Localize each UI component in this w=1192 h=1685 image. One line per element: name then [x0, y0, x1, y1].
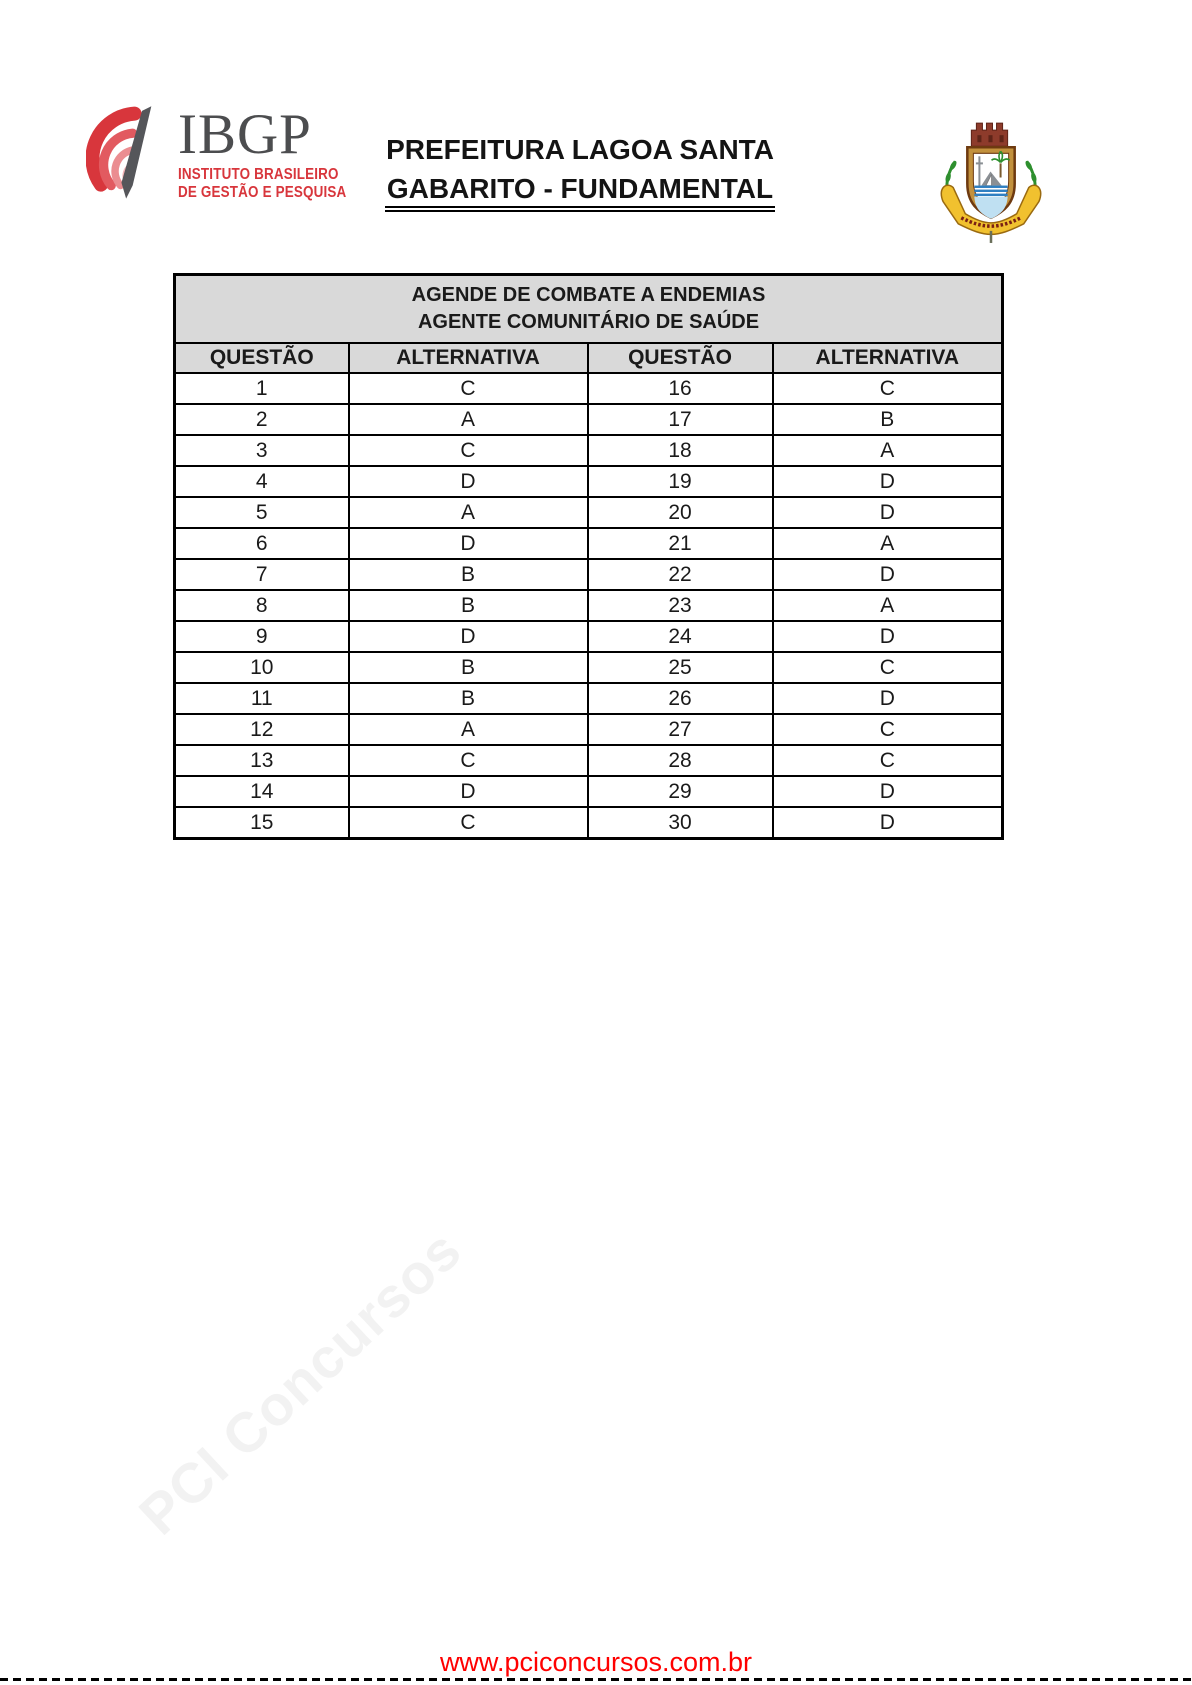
alternative-cell: A — [773, 528, 1003, 559]
question-number-cell: 29 — [588, 776, 773, 807]
column-header-questao-1: QUESTÃO — [175, 343, 349, 373]
ibgp-subtitle-line1: INSTITUTO BRASILEIRO — [178, 166, 339, 183]
alternative-cell: D — [349, 528, 588, 559]
alternative-cell: D — [773, 559, 1003, 590]
alternative-cell: D — [349, 466, 588, 497]
table-row — [175, 497, 1003, 528]
question-number-cell: 27 — [588, 714, 773, 745]
question-number-cell: 11 — [175, 683, 349, 714]
alternative-cell: D — [773, 621, 1003, 652]
question-number-cell: 24 — [588, 621, 773, 652]
question-number-cell: 13 — [175, 745, 349, 776]
column-header-questao-2: QUESTÃO — [588, 343, 773, 373]
alternative-cell: C — [773, 745, 1003, 776]
alternative-cell: D — [773, 466, 1003, 497]
alternative-cell: B — [349, 683, 588, 714]
alternative-cell: D — [349, 776, 588, 807]
alternative-cell: D — [349, 621, 588, 652]
table-title — [175, 275, 1003, 344]
table-row — [175, 745, 1003, 776]
document-title — [330, 133, 830, 212]
question-number-cell: 20 — [588, 497, 773, 528]
alternative-cell: B — [349, 590, 588, 621]
question-number-cell: 14 — [175, 776, 349, 807]
alternative-cell: B — [349, 559, 588, 590]
alternative-cell: C — [349, 435, 588, 466]
page-title: PREFEITURA LAGOA SANTA — [386, 134, 774, 165]
column-header-alternativa-1: ALTERNATIVA — [349, 343, 588, 373]
table-header-row — [175, 343, 1003, 373]
table-row — [175, 404, 1003, 435]
question-number-cell: 22 — [588, 559, 773, 590]
alternative-cell: C — [349, 745, 588, 776]
ibgp-acronym: IBGP — [178, 103, 312, 166]
table-row — [175, 621, 1003, 652]
page-subtitle: GABARITO - FUNDAMENTAL — [385, 173, 775, 212]
alternative-cell: A — [773, 590, 1003, 621]
answer-key-table — [173, 273, 1004, 840]
table-row — [175, 683, 1003, 714]
pci-concursos-watermark: PCI Concursos — [126, 1217, 474, 1547]
table-row — [175, 807, 1003, 839]
question-number-cell: 17 — [588, 404, 773, 435]
lagoa-santa-coat-of-arms-icon — [933, 111, 1049, 247]
table-row — [175, 528, 1003, 559]
footer-url-link[interactable]: www.pciconcursos.com.br — [439, 1647, 753, 1677]
alternative-cell: D — [773, 776, 1003, 807]
table-row — [175, 559, 1003, 590]
ibgp-logo — [86, 100, 347, 220]
table-row — [175, 466, 1003, 497]
alternative-cell: C — [773, 652, 1003, 683]
question-number-cell: 10 — [175, 652, 349, 683]
question-number-cell: 21 — [588, 528, 773, 559]
alternative-cell: A — [349, 497, 588, 528]
alternative-cell: C — [773, 714, 1003, 745]
table-title-row — [175, 275, 1003, 344]
table-row — [175, 652, 1003, 683]
alternative-cell: C — [349, 807, 588, 839]
alternative-cell: B — [349, 652, 588, 683]
question-number-cell: 9 — [175, 621, 349, 652]
alternative-cell: B — [773, 404, 1003, 435]
question-number-cell: 2 — [175, 404, 349, 435]
question-number-cell: 12 — [175, 714, 349, 745]
alternative-cell: D — [773, 683, 1003, 714]
alternative-cell: C — [349, 373, 588, 404]
alternative-cell: C — [773, 373, 1003, 404]
column-header-alternativa-2: ALTERNATIVA — [773, 343, 1003, 373]
question-number-cell: 26 — [588, 683, 773, 714]
question-number-cell: 23 — [588, 590, 773, 621]
question-number-cell: 1 — [175, 373, 349, 404]
alternative-cell: A — [349, 714, 588, 745]
question-number-cell: 7 — [175, 559, 349, 590]
question-number-cell: 16 — [588, 373, 773, 404]
bottom-dashed-divider — [0, 1678, 1192, 1681]
alternative-cell: D — [773, 497, 1003, 528]
question-number-cell: 15 — [175, 807, 349, 839]
ibgp-swoosh-icon — [86, 102, 170, 214]
table-title-line2: AGENTE COMUNITÁRIO DE SAÚDE — [417, 311, 760, 333]
table-title-line1: AGENDE DE COMBATE A ENDEMIAS — [411, 284, 766, 306]
table-row — [175, 776, 1003, 807]
question-number-cell: 5 — [175, 497, 349, 528]
table-row — [175, 435, 1003, 466]
question-number-cell: 19 — [588, 466, 773, 497]
question-number-cell: 30 — [588, 807, 773, 839]
alternative-cell: A — [773, 435, 1003, 466]
question-number-cell: 28 — [588, 745, 773, 776]
question-number-cell: 3 — [175, 435, 349, 466]
table-row — [175, 714, 1003, 745]
table-row — [175, 373, 1003, 404]
table-row — [175, 590, 1003, 621]
ibgp-subtitle-line2: DE GESTÃO E PESQUISA — [178, 183, 347, 201]
question-number-cell: 8 — [175, 590, 349, 621]
question-number-cell: 25 — [588, 652, 773, 683]
alternative-cell: A — [349, 404, 588, 435]
alternative-cell: D — [773, 807, 1003, 839]
question-number-cell: 4 — [175, 466, 349, 497]
question-number-cell: 6 — [175, 528, 349, 559]
question-number-cell: 18 — [588, 435, 773, 466]
